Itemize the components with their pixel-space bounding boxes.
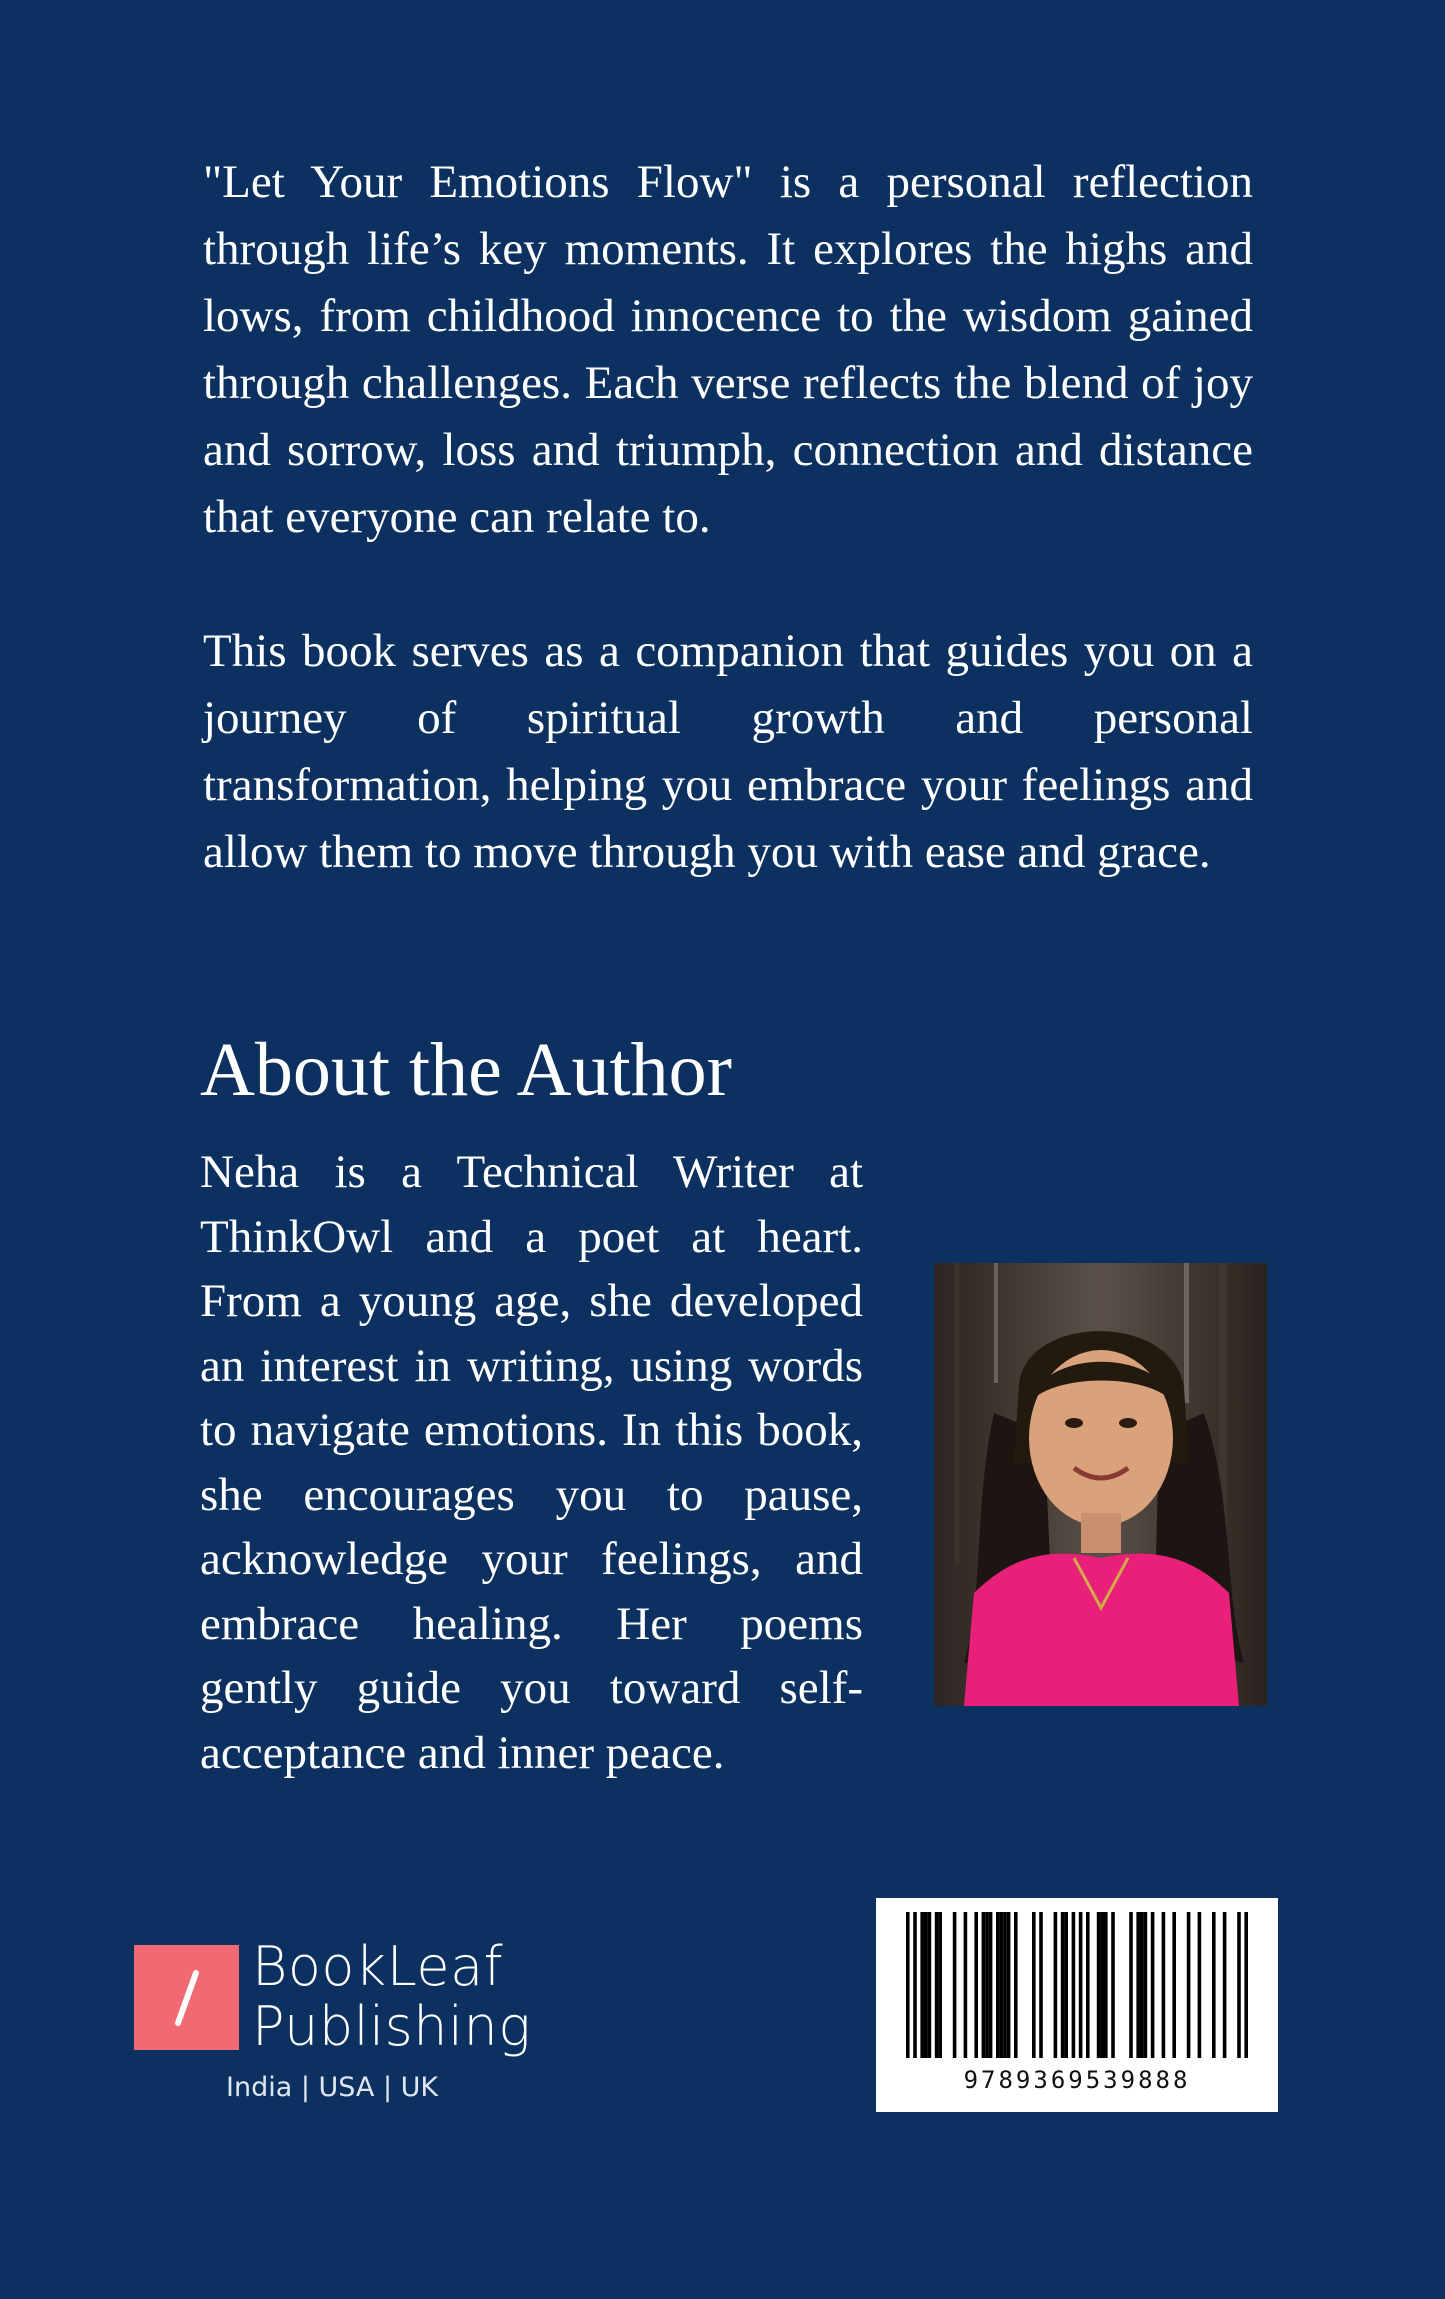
isbn-number: 9789369539888 bbox=[963, 2066, 1191, 2094]
barcode-bar bbox=[1003, 1912, 1007, 2058]
publisher-logo bbox=[134, 1935, 554, 2125]
barcode-bar bbox=[1032, 1912, 1036, 2058]
barcode-bar bbox=[1014, 1912, 1018, 2058]
barcode-bar bbox=[1054, 1912, 1058, 2058]
barcode-bar bbox=[953, 1912, 957, 2058]
barcode-bar bbox=[1162, 1912, 1166, 2058]
barcode-bar bbox=[1223, 1912, 1227, 2058]
blurb-paragraph-1: "Let Your Emotions Flow" is a personal reflection through life’s key moments. It explores the highs and lows, from childhood innocence to the wisdom gained through challenges. Each verse reflects the blend of joy and sorrow, loss and triumph, connection and distance that everyone can relate to. bbox=[203, 156, 1253, 543]
barcode-bar bbox=[935, 1912, 939, 2058]
barcode-bar bbox=[1198, 1912, 1202, 2058]
barcode-bar bbox=[1237, 1912, 1241, 2058]
publisher-regions: India | USA | UK bbox=[226, 2072, 439, 2103]
barcode-bar bbox=[1136, 1912, 1140, 2058]
publisher-name bbox=[252, 1937, 531, 2057]
barcode-bar bbox=[985, 1912, 989, 2058]
barcode-bar bbox=[1064, 1912, 1068, 2058]
barcode-bar bbox=[1039, 1912, 1043, 2058]
barcode-bar bbox=[1129, 1912, 1133, 2058]
barcode-bar bbox=[1151, 1912, 1155, 2058]
barcode-bar bbox=[1000, 1912, 1004, 2058]
barcode-bar bbox=[1244, 1912, 1248, 2058]
barcode-bar bbox=[964, 1912, 968, 2058]
barcode-bar bbox=[938, 1912, 942, 2058]
barcode-bar bbox=[924, 1912, 928, 2058]
barcode-bar bbox=[1061, 1912, 1065, 2058]
barcode-bar bbox=[1212, 1912, 1216, 2058]
barcode-bar bbox=[1140, 1912, 1144, 2058]
barcode-bar bbox=[1172, 1912, 1176, 2058]
barcode-bar bbox=[1007, 1912, 1011, 2058]
isbn-barcode bbox=[876, 1898, 1278, 2112]
author-photo bbox=[934, 1263, 1267, 1706]
barcode-bar bbox=[1100, 1912, 1104, 2058]
barcode-bar bbox=[1187, 1912, 1191, 2058]
barcode-bar bbox=[982, 1912, 986, 2058]
barcode-bar bbox=[1072, 1912, 1076, 2058]
barcode-bar bbox=[996, 1912, 1000, 2058]
barcode-bar bbox=[989, 1912, 993, 2058]
slash-logo-icon bbox=[134, 1945, 239, 2050]
barcode-bar bbox=[1144, 1912, 1148, 2058]
barcode-bar bbox=[1097, 1912, 1101, 2058]
barcode-bar bbox=[1086, 1912, 1090, 2058]
barcode-bar bbox=[1079, 1912, 1083, 2058]
barcode-bar bbox=[913, 1912, 917, 2058]
author-bio: Neha is a Technical Writer at ThinkOwl and a poet at heart. From a young age, she developed an interest in writing, using words to navigate emotions. In this book, she encourages you to pause, acknowledge your feelings, and embrace healing. Her poems gently guide you toward self-acceptance and inner peace. bbox=[200, 1146, 863, 1779]
barcode-bar bbox=[974, 1912, 978, 2058]
blurb-paragraph-2: This book serves as a companion that guides you on a journey of spiritual growth and personal transformation, helping you embrace your feelings and allow them to move through you with ease and grace. bbox=[203, 625, 1253, 878]
barcode-bar bbox=[906, 1912, 910, 2058]
author-portrait-illustration bbox=[934, 1263, 1267, 1706]
publisher-name-line-2: Publishing bbox=[252, 1995, 532, 2058]
barcode-bar bbox=[1104, 1912, 1108, 2058]
barcode-bar bbox=[920, 1912, 924, 2058]
barcode-bar bbox=[928, 1912, 932, 2058]
publisher-name-line-1: BookLeaf bbox=[252, 1935, 504, 1998]
barcode-bar bbox=[1111, 1912, 1115, 2058]
about-author-heading: About the Author bbox=[200, 1028, 732, 1112]
